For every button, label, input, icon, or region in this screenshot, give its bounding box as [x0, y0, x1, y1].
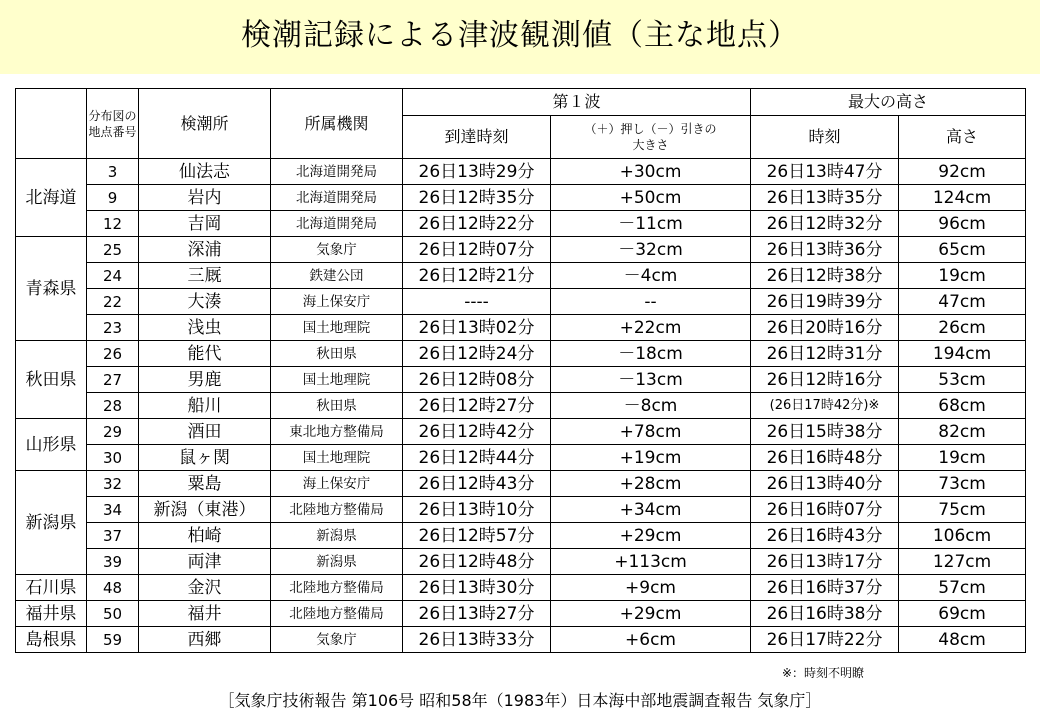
- max-time-cell: 26日16時43分: [751, 523, 899, 549]
- size-cell: －4cm: [551, 263, 751, 289]
- station-cell: 西郷: [139, 627, 271, 653]
- header-push-pull: （＋）押し（－）引きの大きさ: [551, 116, 751, 159]
- page-title: 検潮記録による津波観測値（主な地点）: [241, 18, 799, 53]
- max-time-cell: 26日16時07分: [751, 497, 899, 523]
- map-no-cell: 27: [87, 367, 139, 393]
- max-height-cell: 53cm: [899, 367, 1026, 393]
- arrival-cell: 26日12時44分: [403, 445, 551, 471]
- station-cell: 柏崎: [139, 523, 271, 549]
- max-height-cell: 68cm: [899, 393, 1026, 419]
- region-cell: 石川県: [16, 575, 87, 601]
- arrival-cell: 26日13時29分: [403, 159, 551, 185]
- max-time-cell: 26日13時47分: [751, 159, 899, 185]
- size-cell: +19cm: [551, 445, 751, 471]
- table-row: [16, 367, 1026, 393]
- arrival-cell: 26日13時30分: [403, 575, 551, 601]
- source-citation: ［気象庁技術報告 第106号 昭和58年（1983年）日本海中部地震調査報告 気象庁］: [218, 691, 822, 710]
- map-no-cell: 48: [87, 575, 139, 601]
- arrival-cell: 26日12時21分: [403, 263, 551, 289]
- agency-cell: 国土地理院: [271, 367, 403, 393]
- agency-cell: 北海道開発局: [271, 211, 403, 237]
- size-cell: +6cm: [551, 627, 751, 653]
- header-first-wave: 第１波: [403, 89, 751, 116]
- table-row: [16, 471, 1026, 497]
- region-cell: 島根県: [16, 627, 87, 653]
- table-row: [16, 237, 1026, 263]
- region-cell: 山形県: [16, 419, 87, 471]
- max-height-cell: 82cm: [899, 419, 1026, 445]
- map-no-cell: 30: [87, 445, 139, 471]
- map-no-cell: 32: [87, 471, 139, 497]
- station-cell: 新潟（東港）: [139, 497, 271, 523]
- arrival-cell: 26日12時07分: [403, 237, 551, 263]
- arrival-cell: ----: [403, 289, 551, 315]
- station-cell: 深浦: [139, 237, 271, 263]
- max-height-cell: 73cm: [899, 471, 1026, 497]
- max-height-cell: 26cm: [899, 315, 1026, 341]
- station-cell: 仙法志: [139, 159, 271, 185]
- max-time-cell: 26日16時48分: [751, 445, 899, 471]
- size-cell: －13cm: [551, 367, 751, 393]
- agency-cell: 鉄建公団: [271, 263, 403, 289]
- table-row: [16, 575, 1026, 601]
- agency-cell: 海上保安庁: [271, 289, 403, 315]
- arrival-cell: 26日12時42分: [403, 419, 551, 445]
- station-cell: 船川: [139, 393, 271, 419]
- header-height: 高さ: [899, 116, 1026, 159]
- map-no-cell: 50: [87, 601, 139, 627]
- table-row: [16, 341, 1026, 367]
- max-time-cell: 26日12時32分: [751, 211, 899, 237]
- arrival-cell: 26日12時48分: [403, 549, 551, 575]
- max-height-cell: 127cm: [899, 549, 1026, 575]
- map-no-cell: 12: [87, 211, 139, 237]
- size-cell: －18cm: [551, 341, 751, 367]
- size-cell: +50cm: [551, 185, 751, 211]
- arrival-cell: 26日12時27分: [403, 393, 551, 419]
- map-no-cell: 24: [87, 263, 139, 289]
- arrival-cell: 26日12時22分: [403, 211, 551, 237]
- station-cell: 金沢: [139, 575, 271, 601]
- max-height-cell: 47cm: [899, 289, 1026, 315]
- arrival-cell: 26日12時24分: [403, 341, 551, 367]
- max-time-cell: 26日16時38分: [751, 601, 899, 627]
- map-no-cell: 26: [87, 341, 139, 367]
- station-cell: 大湊: [139, 289, 271, 315]
- size-cell: +30cm: [551, 159, 751, 185]
- table-row: [16, 419, 1026, 445]
- station-cell: 福井: [139, 601, 271, 627]
- agency-cell: 新潟県: [271, 523, 403, 549]
- max-height-cell: 194cm: [899, 341, 1026, 367]
- table-row: [16, 211, 1026, 237]
- header-region: [16, 89, 87, 159]
- station-cell: 鼠ヶ関: [139, 445, 271, 471]
- header-time: 時刻: [751, 116, 899, 159]
- agency-cell: 秋田県: [271, 393, 403, 419]
- header-station: 検潮所: [139, 89, 271, 159]
- table-row: [16, 497, 1026, 523]
- table-row: [16, 263, 1026, 289]
- station-cell: 両津: [139, 549, 271, 575]
- map-no-cell: 39: [87, 549, 139, 575]
- map-no-cell: 37: [87, 523, 139, 549]
- footnote: ※：時刻不明瞭: [781, 666, 864, 680]
- max-height-cell: 124cm: [899, 185, 1026, 211]
- agency-cell: 国土地理院: [271, 445, 403, 471]
- agency-cell: 国土地理院: [271, 315, 403, 341]
- tsunami-table: [15, 88, 1026, 653]
- header-row-1: [16, 89, 1026, 116]
- arrival-cell: 26日12時57分: [403, 523, 551, 549]
- max-height-cell: 65cm: [899, 237, 1026, 263]
- max-time-cell: 26日13時17分: [751, 549, 899, 575]
- size-cell: --: [551, 289, 751, 315]
- arrival-cell: 26日12時08分: [403, 367, 551, 393]
- agency-cell: 北海道開発局: [271, 159, 403, 185]
- max-height-cell: 96cm: [899, 211, 1026, 237]
- map-no-cell: 25: [87, 237, 139, 263]
- station-cell: 浅虫: [139, 315, 271, 341]
- map-no-cell: 28: [87, 393, 139, 419]
- size-cell: －11cm: [551, 211, 751, 237]
- header-max-height: 最大の高さ: [751, 89, 1026, 116]
- table-row: [16, 289, 1026, 315]
- map-no-cell: 23: [87, 315, 139, 341]
- station-cell: 男鹿: [139, 367, 271, 393]
- max-time-cell: 26日12時16分: [751, 367, 899, 393]
- map-no-cell: 22: [87, 289, 139, 315]
- size-cell: +78cm: [551, 419, 751, 445]
- max-time-cell: (26日17時42分)※: [751, 393, 899, 419]
- header-arrival: 到達時刻: [403, 116, 551, 159]
- max-time-cell: 26日20時16分: [751, 315, 899, 341]
- agency-cell: 新潟県: [271, 549, 403, 575]
- region-cell: 北海道: [16, 159, 87, 237]
- region-cell: 青森県: [16, 237, 87, 341]
- agency-cell: 北陸地方整備局: [271, 497, 403, 523]
- table-row: [16, 523, 1026, 549]
- arrival-cell: 26日13時33分: [403, 627, 551, 653]
- size-cell: +29cm: [551, 523, 751, 549]
- size-cell: +22cm: [551, 315, 751, 341]
- map-no-cell: 29: [87, 419, 139, 445]
- agency-cell: 北陸地方整備局: [271, 575, 403, 601]
- size-cell: +113cm: [551, 549, 751, 575]
- map-no-cell: 9: [87, 185, 139, 211]
- max-height-cell: 69cm: [899, 601, 1026, 627]
- table-row: [16, 159, 1026, 185]
- header-agency: 所属機関: [271, 89, 403, 159]
- arrival-cell: 26日12時43分: [403, 471, 551, 497]
- table-row: [16, 601, 1026, 627]
- arrival-cell: 26日13時27分: [403, 601, 551, 627]
- max-height-cell: 106cm: [899, 523, 1026, 549]
- max-time-cell: 26日19時39分: [751, 289, 899, 315]
- region-cell: 秋田県: [16, 341, 87, 419]
- size-cell: －8cm: [551, 393, 751, 419]
- agency-cell: 気象庁: [271, 237, 403, 263]
- table-row: [16, 185, 1026, 211]
- size-cell: +34cm: [551, 497, 751, 523]
- agency-cell: 東北地方整備局: [271, 419, 403, 445]
- station-cell: 能代: [139, 341, 271, 367]
- size-cell: －32cm: [551, 237, 751, 263]
- agency-cell: 海上保安庁: [271, 471, 403, 497]
- max-time-cell: 26日12時31分: [751, 341, 899, 367]
- map-no-cell: 3: [87, 159, 139, 185]
- station-cell: 三厩: [139, 263, 271, 289]
- table-row: [16, 315, 1026, 341]
- agency-cell: 気象庁: [271, 627, 403, 653]
- station-cell: 粟島: [139, 471, 271, 497]
- max-height-cell: 19cm: [899, 263, 1026, 289]
- table-row: [16, 445, 1026, 471]
- table-row: [16, 627, 1026, 653]
- table-row: [16, 549, 1026, 575]
- max-height-cell: 92cm: [899, 159, 1026, 185]
- max-time-cell: 26日13時36分: [751, 237, 899, 263]
- arrival-cell: 26日13時02分: [403, 315, 551, 341]
- agency-cell: 秋田県: [271, 341, 403, 367]
- max-time-cell: 26日12時38分: [751, 263, 899, 289]
- header-map-no: 分布図の地点番号: [87, 89, 139, 159]
- arrival-cell: 26日12時35分: [403, 185, 551, 211]
- station-cell: 吉岡: [139, 211, 271, 237]
- max-time-cell: 26日15時38分: [751, 419, 899, 445]
- max-height-cell: 57cm: [899, 575, 1026, 601]
- max-height-cell: 48cm: [899, 627, 1026, 653]
- map-no-cell: 34: [87, 497, 139, 523]
- region-cell: 福井県: [16, 601, 87, 627]
- max-time-cell: 26日16時37分: [751, 575, 899, 601]
- max-time-cell: 26日13時35分: [751, 185, 899, 211]
- size-cell: +9cm: [551, 575, 751, 601]
- agency-cell: 北海道開発局: [271, 185, 403, 211]
- station-cell: 酒田: [139, 419, 271, 445]
- max-height-cell: 75cm: [899, 497, 1026, 523]
- map-no-cell: 59: [87, 627, 139, 653]
- agency-cell: 北陸地方整備局: [271, 601, 403, 627]
- max-height-cell: 19cm: [899, 445, 1026, 471]
- max-time-cell: 26日13時40分: [751, 471, 899, 497]
- size-cell: +28cm: [551, 471, 751, 497]
- table-row: [16, 393, 1026, 419]
- size-cell: +29cm: [551, 601, 751, 627]
- station-cell: 岩内: [139, 185, 271, 211]
- max-time-cell: 26日17時22分: [751, 627, 899, 653]
- region-cell: 新潟県: [16, 471, 87, 575]
- arrival-cell: 26日13時10分: [403, 497, 551, 523]
